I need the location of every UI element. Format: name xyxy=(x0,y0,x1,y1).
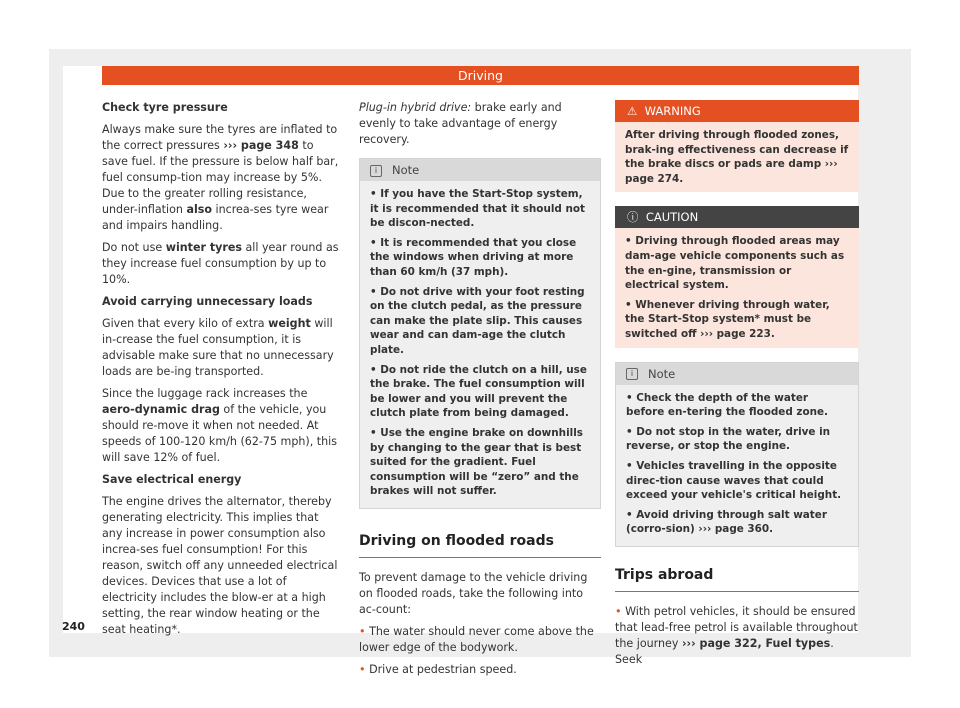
caution-item: • Whenever driving through water, the Start-Stop system* must be switched off ››› page 223. xyxy=(625,298,830,340)
column-2 xyxy=(359,100,601,684)
note-item-text: Avoid driving through salt water (corro-sion) xyxy=(626,508,827,536)
bold-text: aero-dynamic drag xyxy=(102,403,220,416)
caution-header xyxy=(615,206,859,228)
paragraph-electrical: The engine drives the alternator, thereby generating electricity. This implies that any increase in power consumption also increa-ses fuel consumption! For this reason, switch off any unneeded electrical devices. Devices that use a lot of electricity includes the blow-er at a high setting, the rear window heating or the seat heating*. xyxy=(102,495,338,636)
warning-body: After driving through flooded zones, brak-ing effectiveness can decrease if the brake discs or pads are damp ››› page 274. xyxy=(625,129,849,185)
bold-text: winter tyres xyxy=(165,241,242,254)
caution-item-text: Whenever driving through water, the Start-Stop system* must be switched off xyxy=(625,298,830,340)
page-link[interactable]: ››› page 274 xyxy=(625,158,838,185)
caution-icon: ⓘ xyxy=(627,210,646,225)
text: brake early and evenly to take advantage of energy recovery. xyxy=(359,101,562,146)
note-item-text: It is recommended that you close the windows when driving at more than 60 km/h (37 mph). xyxy=(370,236,577,278)
bullet-text: The water should never come above the lower edge of the bodywork. xyxy=(359,624,594,654)
text: increa-ses tyre wear and impairs handling. xyxy=(102,203,329,232)
note-header xyxy=(360,159,600,181)
note-item-text: Use the engine brake on downhills by changing to the gear that is best suited for the gradient. Fuel consumption will be “zero” and the brakes will not suffer. xyxy=(370,426,583,498)
note-item: • It is recommended that you close the windows when driving at more than 60 km/h (37 mph). xyxy=(370,236,577,278)
note-item: • Use the engine brake on downhills by changing to the gear that is best suited for the gradient. Fuel consumption will be “zero” and the brakes will not suffer. xyxy=(370,426,583,498)
caution-title: CAUTION xyxy=(645,210,699,225)
caution-box xyxy=(615,206,859,347)
heading-tyre-pressure: Check tyre pressure xyxy=(102,101,228,114)
paragraph-trips xyxy=(615,604,859,668)
caution-item-text: Driving through flooded areas may dam-age vehicle components such as the en-gine, transmission or electrical system. xyxy=(625,235,845,292)
italic-text: Plug-in hybrid drive: xyxy=(359,101,472,114)
note-title: Note xyxy=(392,163,420,177)
note-item-text: Do not drive with your foot resting on the clutch pedal, as the pressure can make the plate slip. This causes wear and can dam-age the clutch plate. xyxy=(370,285,585,356)
warning-title: WARNING xyxy=(644,104,701,118)
info-icon: i xyxy=(626,368,638,380)
text: . Seek xyxy=(615,636,834,666)
note-item-text: Do not stop in the water, drive in reverse, or stop the engine. xyxy=(626,425,831,453)
note-item: • Vehicles travelling in the opposite direc-tion cause waves that could exceed your vehicle's critical height. xyxy=(626,459,842,502)
bold-text: also xyxy=(186,203,212,216)
note-item: • Do not drive with your foot resting on the clutch pedal, as the pressure can make the plate slip. This causes wear and can dam-age the clutch plate. xyxy=(370,285,585,356)
warning-box xyxy=(615,100,859,192)
note-item: • Do not ride the clutch on a hill, use the brake. The fuel consumption will be lower and you will prevent the clutch plate from being damaged. xyxy=(370,363,587,420)
text: of the vehicle, you should re-move it when not needed. At speeds of 100-120 km/h (62-75 mph), this will save 12% of fuel. xyxy=(102,403,338,464)
paragraph-hybrid xyxy=(359,100,601,148)
warning-header xyxy=(615,100,859,122)
paragraph-loads xyxy=(102,316,342,380)
note-header xyxy=(616,363,858,385)
section-header: Driving xyxy=(102,66,859,85)
bullet-icon: • xyxy=(615,604,626,618)
note-item: • Check the depth of the water before en-tering the flooded zone. xyxy=(626,391,828,419)
caution-body xyxy=(615,228,859,347)
page-link[interactable]: ››› page 223 xyxy=(700,327,771,340)
bullet-item xyxy=(359,662,601,678)
info-icon: i xyxy=(370,165,382,177)
bullet-item xyxy=(359,624,601,656)
note-item-text: If you have the Start-Stop system, it is recommended that it should not be discon-nected. xyxy=(370,188,585,230)
note-item: • Do not stop in the water, drive in reverse, or stop the engine. xyxy=(626,425,831,453)
text: Given that every kilo of extra xyxy=(102,317,269,330)
text: to save fuel. If the pressure is below half bar, fuel consump-tion may increase by 5%. Due to the greater rolling resistance, under-inflation xyxy=(102,139,339,216)
warning-icon: ⚠ xyxy=(627,104,645,118)
note-item-text: Vehicles travelling in the opposite direc-tion cause waves that could exceed your vehicle's critical height. xyxy=(626,459,842,502)
text: With petrol vehicles, it should be ensured that lead-free petrol is available throughout the journey xyxy=(615,604,858,650)
text: will in-crease the fuel consumption, it is advisable make sure that no unnecessary loads are be-ing transported. xyxy=(102,317,334,378)
note-box xyxy=(615,362,859,547)
page-link[interactable]: ››› page 360 xyxy=(698,523,770,536)
bullet-icon: • xyxy=(359,624,370,638)
note-body xyxy=(616,385,858,546)
note-body xyxy=(360,181,600,508)
text: Since the luggage rack increases the xyxy=(102,387,308,400)
paragraph-winter-tyres xyxy=(102,240,342,288)
note-item: • If you have the Start-Stop system, it is recommended that it should not be discon-nected. xyxy=(370,188,585,230)
paragraph-tyre-pressure xyxy=(102,122,342,234)
page-number: 240 xyxy=(62,620,85,633)
section-title-trips-abroad: Trips abroad xyxy=(615,567,859,592)
bold-text: weight xyxy=(268,317,311,330)
bullet-text: Drive at pedestrian speed. xyxy=(369,662,517,676)
page-link[interactable]: ››› page 322, Fuel types xyxy=(681,636,831,650)
text: Always make sure the tyres are inflated to the correct pressures xyxy=(102,123,338,152)
note-box xyxy=(359,158,601,509)
heading-electrical: Save electrical energy xyxy=(102,473,242,486)
page-link[interactable]: ››› page 348 xyxy=(223,139,299,152)
note-item: • Avoid driving through salt water (corro-sion) ››› page 360. xyxy=(626,508,827,536)
note-item-text: Do not ride the clutch on a hill, use the brake. The fuel consumption will be lower and you will prevent the clutch plate from being damaged. xyxy=(370,363,587,420)
paragraph-flooded: To prevent damage to the vehicle driving on flooded roads, take the following into ac-count: xyxy=(359,570,588,616)
text: After driving through flooded zones, brak-ing effectiveness can decrease if the brake discs or pads are damp xyxy=(625,129,849,171)
column-3 xyxy=(615,100,859,674)
column-1 xyxy=(102,100,342,644)
bullet-icon: • xyxy=(359,662,370,676)
heading-loads: Avoid carrying unnecessary loads xyxy=(102,295,313,308)
caution-item: • Driving through flooded areas may dam-age vehicle components such as the en-gine, transmission or electrical system. xyxy=(625,235,845,292)
section-title-flooded-roads: Driving on flooded roads xyxy=(359,533,601,558)
paragraph-luggage-rack xyxy=(102,386,342,466)
note-item-text: Check the depth of the water before en-tering the flooded zone. xyxy=(626,391,828,419)
text: Do not use xyxy=(102,241,166,254)
note-title: Note xyxy=(648,366,676,381)
text: all year round as they increase fuel consumption by up to 10%. xyxy=(102,241,339,286)
